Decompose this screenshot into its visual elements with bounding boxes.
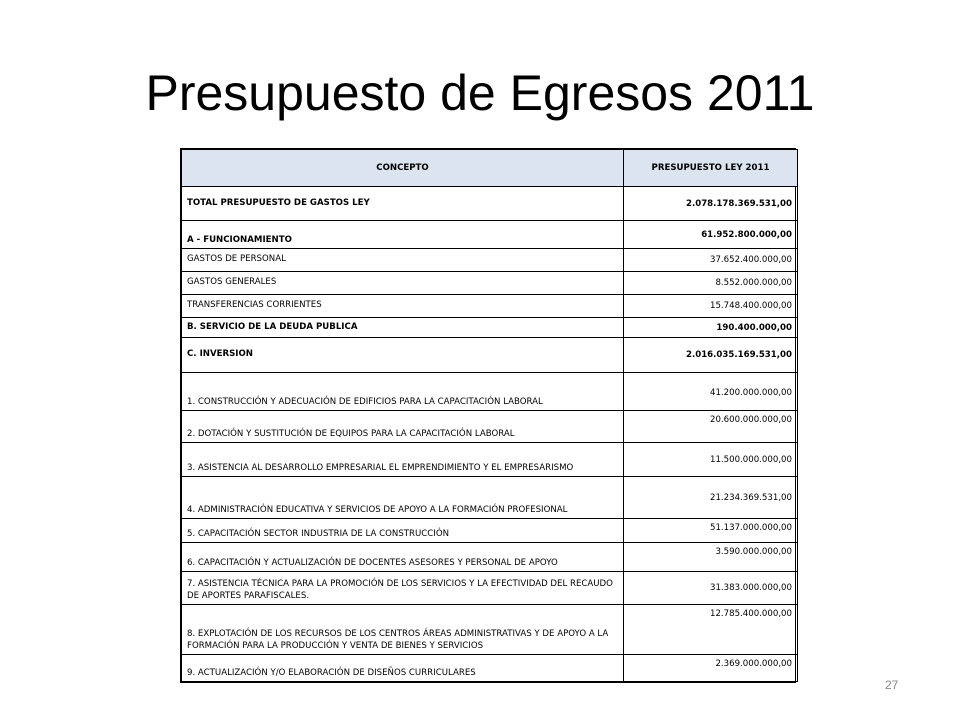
table-row [182, 272, 798, 295]
row-amount: 51.137.000.000,00 [624, 519, 798, 543]
row-concept: 7. ASISTENCIA TÉCNICA PARA LA PROMOCIÓN DE LOS SERVICIOS Y LA EFECTIVIDAD DEL RECAUDO DE APORTES PARAFISCALES. [182, 572, 624, 605]
row-concept: 9. ACTUALIZACIÓN Y/O ELABORACIÓN DE DISEÑOS CURRICULARES [182, 655, 624, 682]
row-amount: 2.078.178.369.531,00 [624, 187, 798, 221]
table-row [182, 655, 798, 682]
slide-title: Presupuesto de Egresos 2011 [145, 65, 815, 121]
row-concept: A - FUNCIONAMIENTO [182, 221, 624, 249]
row-concept: TOTAL PRESUPUESTO DE GASTOS LEY [182, 187, 624, 221]
row-concept: 6. CAPACITACIÓN Y ACTUALIZACIÓN DE DOCENTES ASESORES Y PERSONAL DE APOYO [182, 543, 624, 572]
table-row [182, 443, 798, 477]
column-header-presupuesto: PRESUPUESTO LEY 2011 [624, 150, 798, 187]
table-row [182, 373, 798, 411]
table-row [182, 572, 798, 605]
row-amount: 61.952.800.000,00 [624, 221, 798, 249]
table-row [182, 338, 798, 373]
row-amount: 37.652.400.000,00 [624, 249, 798, 272]
row-amount: 11.500.000.000,00 [624, 443, 798, 477]
row-amount: 15.748.400.000,00 [624, 295, 798, 318]
row-concept: TRANSFERENCIAS CORRIENTES [182, 295, 624, 318]
row-concept: 2. DOTACIÓN Y SUSTITUCIÓN DE EQUIPOS PARA LA CAPACITACIÓN LABORAL [182, 411, 624, 443]
column-header-concepto: CONCEPTO [182, 150, 624, 187]
table-row [182, 187, 798, 221]
row-concept: 3. ASISTENCIA AL DESARROLLO EMPRESARIAL EL EMPRENDIMIENTO Y EL EMPRESARISMO [182, 443, 624, 477]
table-row [182, 543, 798, 572]
table-row [182, 318, 798, 338]
row-concept: GASTOS DE PERSONAL [182, 249, 624, 272]
table-row [182, 519, 798, 543]
row-amount: 190.400.000,00 [624, 318, 798, 338]
table-row [182, 411, 798, 443]
budget-table [180, 148, 796, 683]
row-concept: 5. CAPACITACIÓN SECTOR INDUSTRIA DE LA CONSTRUCCIÓN [182, 519, 624, 543]
row-concept: GASTOS GENERALES [182, 272, 624, 295]
row-amount: 2.369.000.000,00 [624, 655, 798, 682]
row-amount: 12.785.400.000,00 [624, 605, 798, 655]
row-amount: 3.590.000.000,00 [624, 543, 798, 572]
row-amount: 21.234.369.531,00 [624, 477, 798, 519]
row-concept: 8. EXPLOTACIÓN DE LOS RECURSOS DE LOS CENTROS ÁREAS ADMINISTRATIVAS Y DE APOYO A LA FORMACIÓN PARA LA PRODUCCIÓN Y VENTA DE BIENES Y SERVICIOS [182, 605, 624, 655]
table-row [182, 605, 798, 655]
row-concept: B. SERVICIO DE LA DEUDA PUBLICA [182, 318, 624, 338]
page-number: 27 [885, 678, 899, 692]
row-amount: 41.200.000.000,00 [624, 373, 798, 411]
table-row [182, 295, 798, 318]
row-amount: 31.383.000.000,00 [624, 572, 798, 605]
row-concept: C. INVERSION [182, 338, 624, 373]
table-row [182, 477, 798, 519]
row-amount: 2.016.035.169.531,00 [624, 338, 798, 373]
table-row [182, 249, 798, 272]
row-amount: 8.552.000.000,00 [624, 272, 798, 295]
table-header-row [182, 150, 798, 187]
table-row [182, 221, 798, 249]
row-concept: 4. ADMINISTRACIÓN EDUCATIVA Y SERVICIOS DE APOYO A LA FORMACIÓN PROFESIONAL [182, 477, 624, 519]
row-concept: 1. CONSTRUCCIÓN Y ADECUACIÓN DE EDIFICIOS PARA LA CAPACITACIÓN LABORAL [182, 373, 624, 411]
row-amount: 20.600.000.000,00 [624, 411, 798, 443]
